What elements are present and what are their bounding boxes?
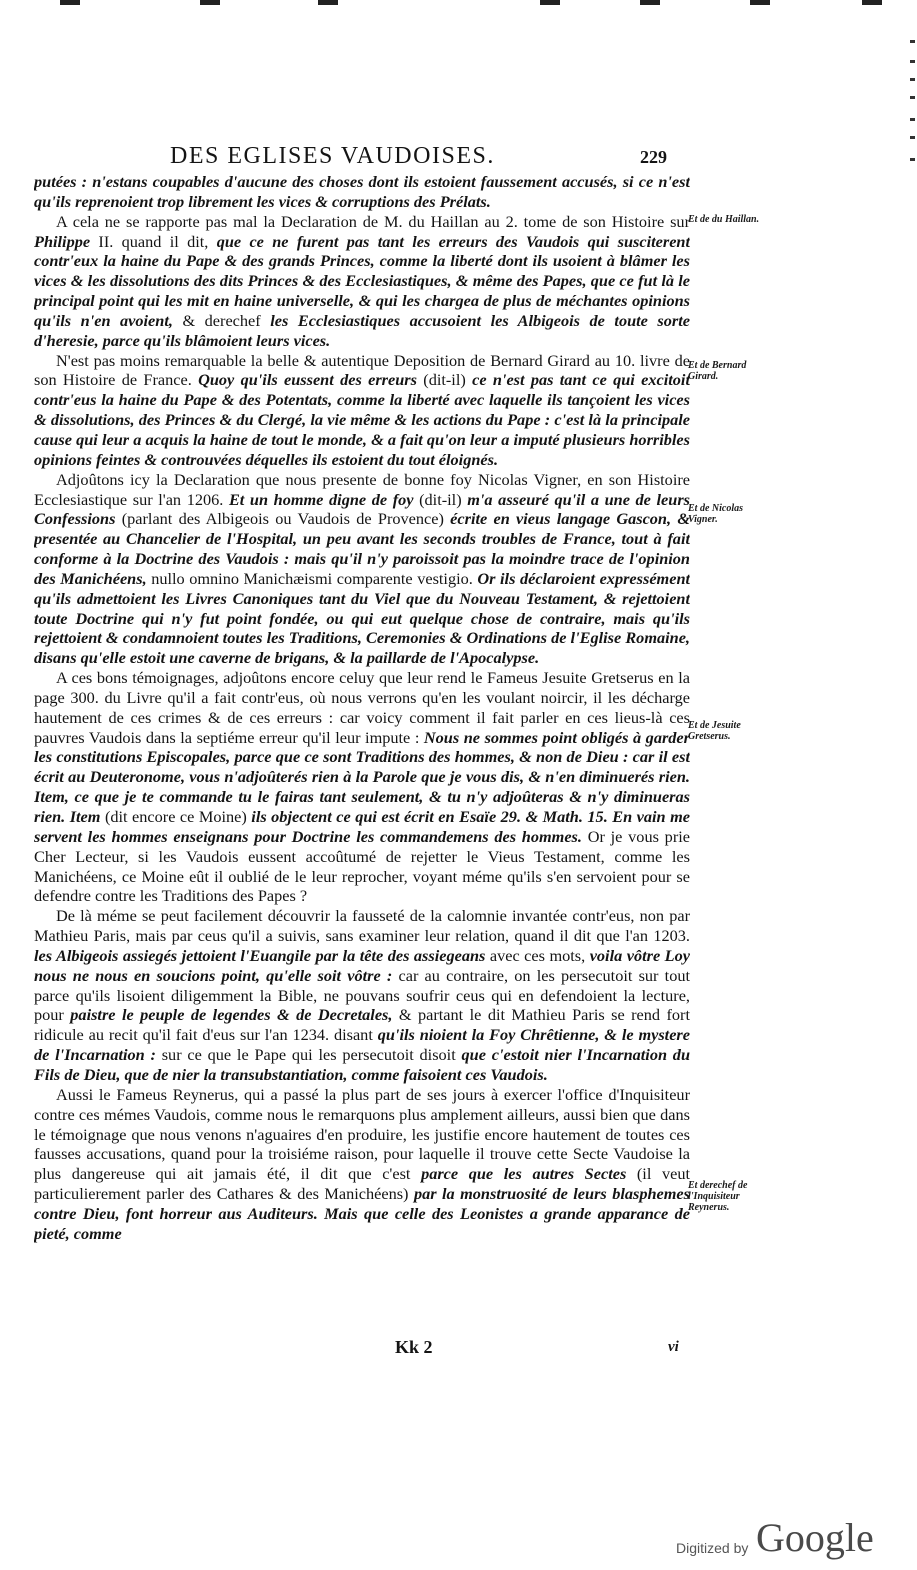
page-header	[0, 143, 917, 173]
text-run: De là méme se peut facilement découvrir la fausseté de la calomnie invantée contr'eus, non par Mathieu Paris, mais par ceus qu'il a suivis, sans examiner leur relation, quand il dit que l'an 1203.	[34, 906, 690, 946]
italic-run: les Ecclesiastiques accusoient les Albigeois de toute sorte d'heresie, parce qu'ils blâmoient leurs vices.	[34, 310, 690, 350]
paragraph	[34, 906, 690, 1085]
text-run: (dit-il)	[416, 370, 473, 390]
text-run: Or je vous prie Cher Lecteur, si les Vaudois eussent accoûtumé de rejetter le Vieus Testament, comme les Manichéens, ce Moine eût il oublié de le leur reprocher, voyant méme qu'ils s'en servoient pour se defendre contre les Traditions des Papes ?	[34, 826, 690, 906]
italic-run: par la monstruosité de leurs blasphemes contre Dieu, font horreur aus Auditeurs. Mais que celle des Leonistes a grande apparance de pieté, comme	[34, 1184, 690, 1243]
text-run: A cela ne se rapporte pas mal la Declaration de M. du Haillan au 2. tome de son Histoire sur	[56, 211, 690, 231]
italic-run: que c'estoit nier l'Incarnation du Fils de Dieu, que de nier la transubstantiation, comme faisoient ces Vaudois.	[34, 1045, 690, 1084]
signature-mark: Kk 2	[395, 1337, 433, 1357]
top-edge-marks	[0, 0, 917, 6]
italic-run: m'a asseuré qu'il a une de leurs Confessions	[34, 489, 690, 529]
text-run: Aussi le Fameus Reynerus, qui a passé la plus part de ses jours à exercer l'office d'Inquisiteur contre ces mémes Vaudois, comme nous le remarquons plus amplement ailleurs, aussi bien que dans le témoignage que nous venons n'aguaires d'en produire, les justifie encore hautement de toutes ces fausses accusations, quand pour la troisiéme raison, pour laquelle il trouve cette Secte Vaudoise la plus dangereuse qui ait jamais été, il dit que c'est	[34, 1084, 690, 1184]
google-logo: Google	[756, 1515, 874, 1560]
text-run: sur ce que le Pape qui les persecutoit disoit	[155, 1045, 462, 1065]
margin-note: Et de du Haillan.	[688, 214, 760, 225]
paragraph	[34, 172, 690, 212]
digitized-watermark	[672, 1515, 912, 1566]
paragraph	[34, 351, 690, 470]
italic-run: Et un homme digne de foy	[228, 489, 414, 509]
text-run: (parlant des Albigeois ou Vaudois de Provence)	[115, 509, 451, 529]
margin-note: Et derechef de l'Inquisiteur Reynerus.	[688, 1180, 748, 1213]
text-run: (il veut particulierement parler des Cathares & des Manichéens)	[34, 1164, 690, 1204]
italic-run: ce n'est pas tant ce qui excitoit contr'eus la haine du Pape & des Potentats, comme la liberté avec laquelle ils tançoient les vices & dissolutions, des Princes & du Clergé, la vie même & les actions du Pape : c'est là la principale cause qui leur a acquis la haine de tout le monde, & a fait qu'on leur a imputé plusieurs horribles opinions feintes & controuvées déquelles ils estoient du tout éloignés.	[34, 370, 690, 469]
catchword: vi	[668, 1339, 679, 1355]
italic-run: Or ils déclaroient expressément qu'ils admettoient les Livres Canoniques tant du Viel que du Nouveau Testament, & rejettoient toute Doctrine qui n'y fut point fondée, ou qui eut quelque chose de contraire, mais qu'ils rejettoient & condamnoient toutes les Traditions, Ceremonies & Ordinations de l'Eglise Romaine, disans qu'elle estoit une caverne de brigans, & la paillarde de l'Apocalypse.	[34, 568, 690, 668]
text-run: car au contraire, on les persecutoit sur tout parce qu'ils lisoient diligemment la Bible, ne pouvans soufrir ceus qui en defendoient la lecture, pour	[34, 965, 690, 1025]
italic-run: Philippe	[34, 231, 91, 251]
text-run: (dit-il)	[413, 489, 468, 509]
italic-run: que ce ne furent pas tant les erreurs des Vaudois qui susciterent contr'eux la haine du Pape & des grands Princes, comme la liberté dont ils usoient à blâmer les vices & les dissolutions des dits Princes & des Ecclesiastiques, & même des Papes, que ce fut là le principal point qui les mit en haine universelle, & qui les chargea de plus de méchantes opinions qu'ils n'en avoient,	[34, 231, 690, 330]
margin-note: Et de Bernard Girard.	[688, 360, 747, 382]
text-run: Adjoûtons icy la Declaration que nous presente de bonne foy Nicolas Vigner, en son Histoire Ecclesiastique sur l'an 1206.	[34, 469, 690, 509]
italic-run: voila vôtre Loy nous ne nous en soucions point, qu'elle soit vôtre :	[34, 945, 690, 985]
paragraph	[34, 212, 690, 351]
paragraph	[34, 668, 690, 906]
text-run: A ces bons témoignages, adjoûtons encore celuy que leur rend le Fameus Jesuite Gretserus en la page 300. du Livre qu'il a fait contr'eus, où nous verrons qu'en les voulant noircir, il les décharge hautement de ces crimes & de ces erreurs : car voicy comment il fait parler en ces lieus-là ces pauvres Vaudois dans la septiéme erreur qu'il leur impute :	[34, 668, 690, 747]
italic-run: qu'ils nioient la Foy Chrêtienne, & le mystere de l'Incarnation :	[34, 1025, 690, 1065]
text-run: & derechef	[172, 310, 271, 330]
italic-run: écrite en vieus langage Gascon, & presentée au Chancelier de l'Hospital, un peu avant les seconds troubles de France, tout à fait conforme à la Doctrine des Vaudois : mais qu'il n'y paroissoit pas la moindre trace de l'opinion des Manichéens,	[34, 509, 690, 588]
paragraph	[34, 1085, 690, 1244]
text-run: N'est pas moins remarquable la belle & autentique Deposition de Bernard Girard au 10. livre de son Histoire de France.	[34, 350, 690, 390]
text-run: II. quand il dit,	[90, 231, 217, 251]
italic-run: parce que les autres Sectes	[421, 1164, 627, 1184]
text-run: avec ces mots,	[485, 945, 590, 965]
italic-run: Quoy qu'ils eussent des erreurs	[198, 370, 417, 390]
page-number: 229	[640, 147, 667, 167]
italic-run: les Albigeois assiegés jettoient l'Euangile par la tête des assiegeans	[34, 945, 486, 965]
text-run: (dit encore ce Moine)	[100, 807, 252, 826]
italic-run: ils objectent ce qui est écrit en Esaïe 29. & Math. 15. En vain me servent les hommes enseignans pour Doctrine les commandemens des hommes.	[34, 807, 690, 846]
text-run: nullo omnino Manichæismi comparente vestigio.	[146, 568, 478, 588]
running-head: DES EGLISES VAUDOISES.	[170, 143, 495, 169]
italic-run: paistre le peuple de legendes & de Decretales,	[70, 1005, 393, 1025]
margin-note: Et de Nicolas Vigner.	[688, 503, 743, 525]
paragraph	[34, 470, 690, 668]
body-text	[34, 172, 690, 1344]
italic-run: putées : n'estans coupables d'aucune des choses dont ils estoient faussement accusés, si ce n'est qu'ils reprenoient trop librement les vices & corruptions des Prélats.	[34, 172, 690, 211]
text-run: & partant le dit Mathieu Paris se rend fort ridicule au recit qu'il fait d'eus sur l'an 1234. disant	[34, 1005, 690, 1045]
margin-note: Et de Jesuite Gretserus.	[688, 720, 741, 742]
italic-run: Nous ne sommes point obligés à garder les constitutions Episcopales, parce que ce sont Traditions des hommes, & non de Dieu : car il est écrit au Deuteronome, vous n'adjoûterés rien à la Parole que je vous dis, & n'en diminuerés rien. Item, ce que je te commande tu le fairas tant seulement, & tu n'y adjoûteras & n'y diminueras rien. Item	[34, 727, 690, 826]
watermark-prefix: Digitized by	[676, 1540, 749, 1556]
